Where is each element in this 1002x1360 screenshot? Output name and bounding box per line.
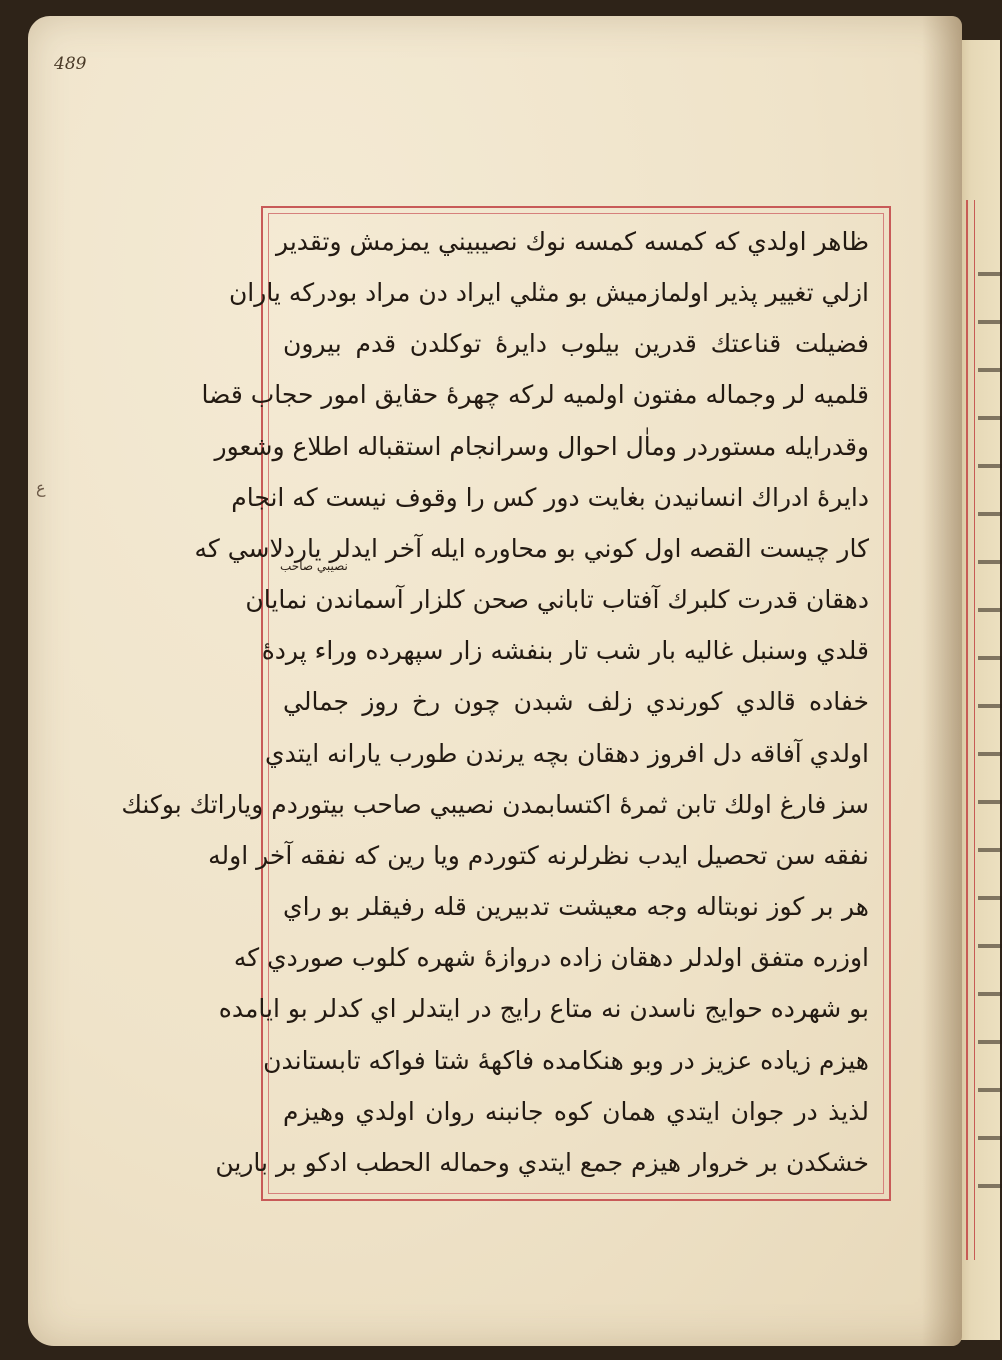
- text-line: لذيذ در جوان ايتدي همان كوه جانبنه روان اولدي وهيزم: [283, 1096, 869, 1126]
- interlinear-note: نصيبي صاحب: [280, 559, 348, 573]
- text-line: خشكدن بر خروار هيزم جمع ايتدي وحماله الحطب ادكو بر بارين: [215, 1147, 869, 1177]
- text-line: فضيلت قناعتك قدرين بيلوب دايرهٔ توكلدن قدم بيرون: [283, 329, 869, 359]
- text-line: بو شهرده حوايج ناسدن نه متاع رايج در ايتدلر اي كدلر بو ايامده: [218, 994, 869, 1024]
- adjacent-page-ruling-inner: [974, 200, 975, 1260]
- text-line: اوزره متفق اولدلر دهقان زاده دروازهٔ شهره كلوب صوردي كه: [233, 943, 869, 973]
- text-line: ازلي تغيير پذير اولمازميش بو مثلي ايراد دن مراد بودركه ياران: [228, 278, 869, 308]
- text-line: قلميه لر وجماله مفتون اولميه لركه چهرهٔ حقايق امور حجاب قضا: [201, 380, 869, 410]
- text-line: دهقان قدرت كلبرك آفتاب تاباني صحن كلزار آسماندن نمايان: [245, 585, 869, 615]
- text-line: كار چيست القصه اول كوني بو محاوره ايله آخر ايدلر ياردلاسي كه: [194, 533, 869, 563]
- text-block: [121, 226, 869, 1179]
- text-line: قلدي وسنبل غاليه بار شب تار بنفشه زار سپهرده وراء پردهٔ: [261, 636, 869, 666]
- text-line: هر بر كوز نوبتاله وجه معيشت تدبيرين قله رفيقلر بو راي: [283, 892, 869, 922]
- text-line: نفقه سن تحصيل ايدب نظرلرنه كتوردم ويا رين كه نفقه آخر اوله: [208, 840, 869, 870]
- ruled-text-frame: [121, 206, 891, 1201]
- text-line: ظاهر اولدي كه كمسه كمسه نوك نصيبيني يمزمش وتقدير: [276, 227, 869, 256]
- manuscript-leaf: [28, 16, 962, 1346]
- adjacent-page-text-fragment: [978, 250, 1002, 1230]
- text-line: خفاده قالدي كورندي زلف شبدن چون رخ روز جمالي: [283, 687, 869, 717]
- margin-note: ع: [36, 478, 46, 497]
- text-line: هيزم زياده عزيز در وبو هنكامده فاكههٔ شتا فواكه تابستاندن: [263, 1045, 869, 1075]
- folio-number: 489: [54, 54, 87, 74]
- text-line: سز فارغ اولك تابن ثمرهٔ اكتسابمدن نصيبي صاحب بيتوردم وياراتك بوكنك: [121, 789, 869, 819]
- text-line: وقدرايله مستوردر وماٰل احوال وسرانجام استقباله اطلاع وشعور: [214, 431, 869, 461]
- text-line: اولدي آفاقه دل افروز دهقان بچه يرندن طورب يارانه ايتدي: [265, 738, 869, 768]
- adjacent-page-ruling: [966, 200, 968, 1260]
- text-line: دايرهٔ ادراك انسانيدن بغايت دور كس را وقوف نيست كه انجام: [231, 482, 869, 512]
